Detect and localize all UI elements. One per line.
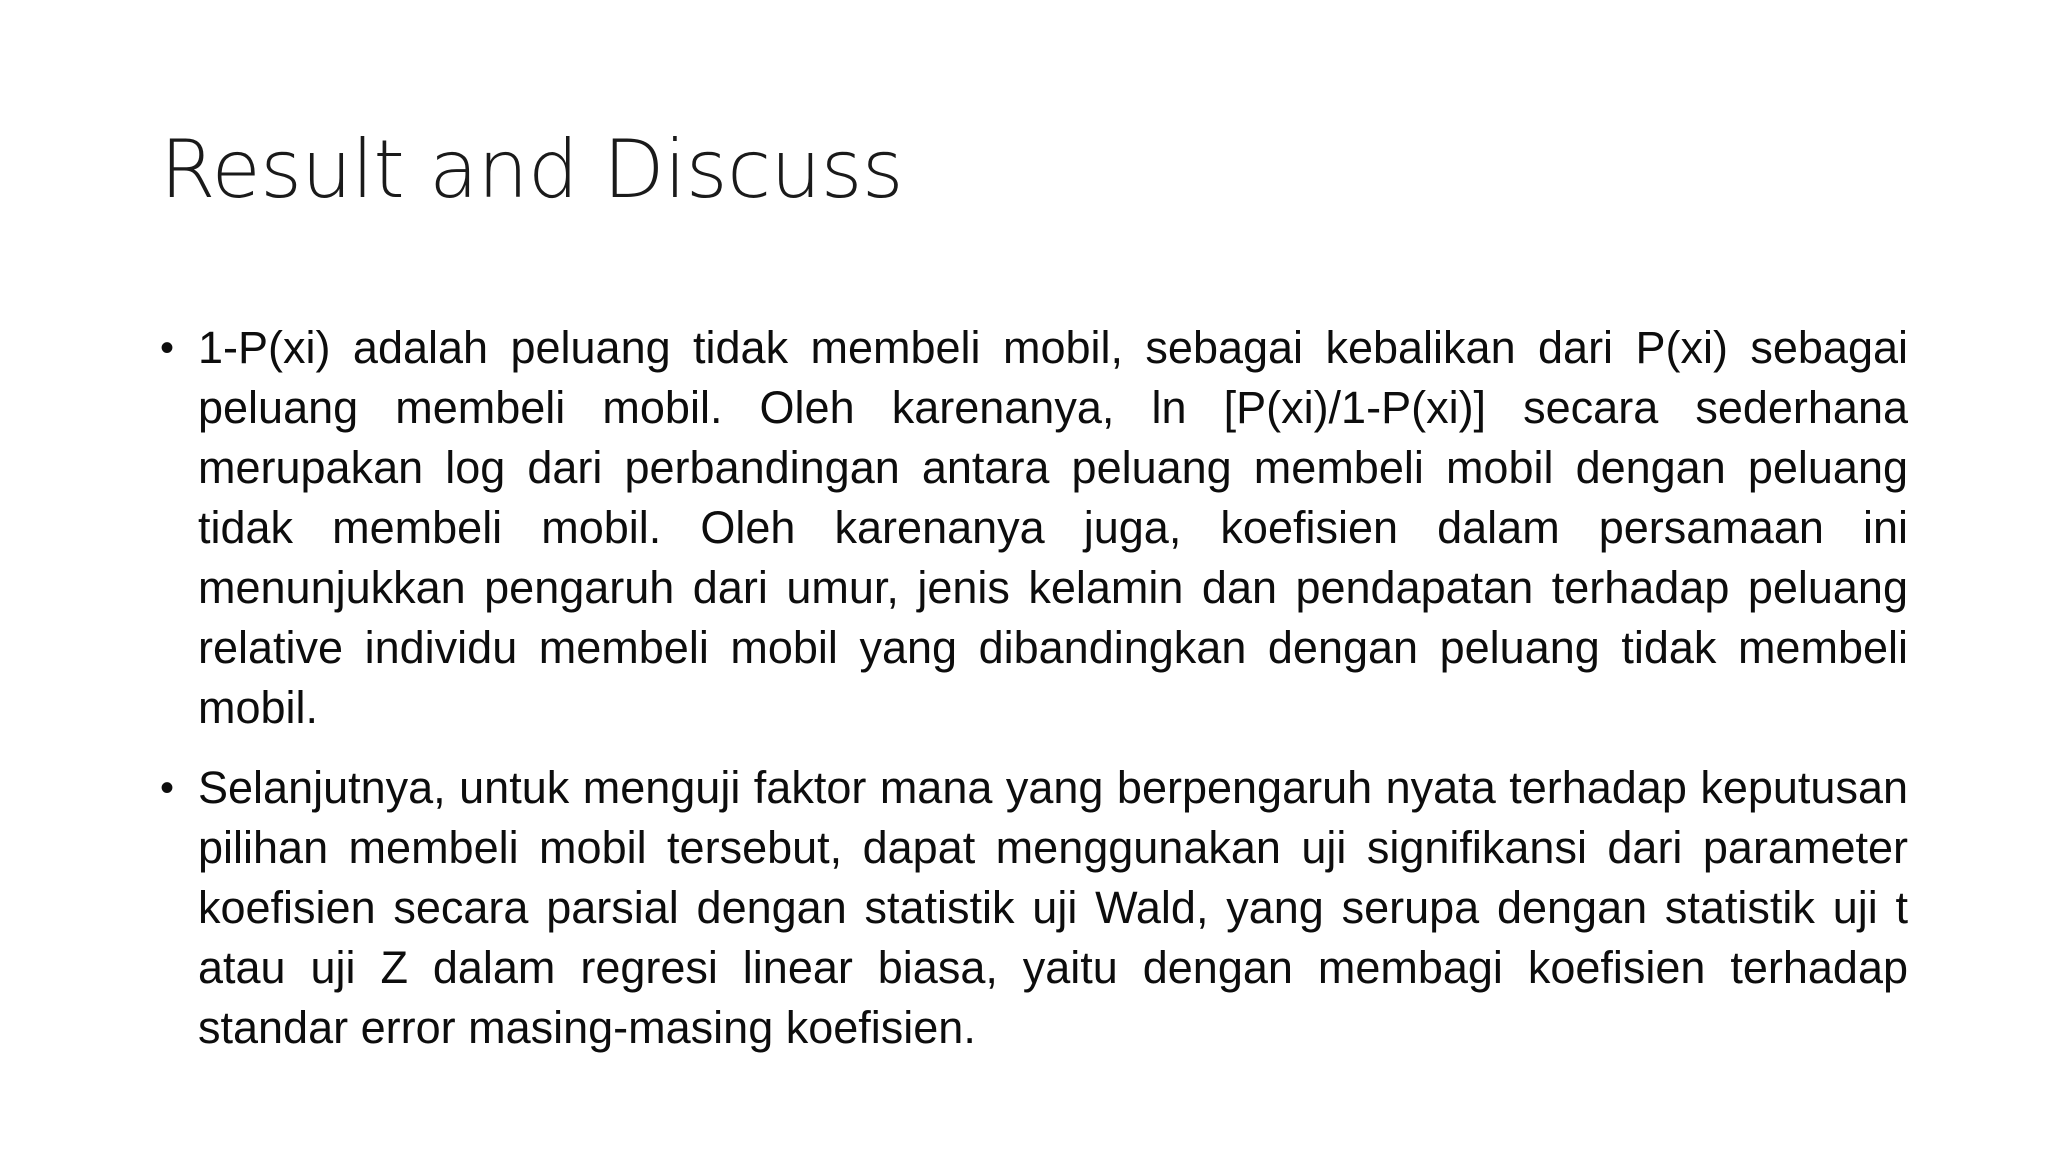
bullet-item — [160, 318, 1908, 738]
bullet-text: Selanjutnya, untuk menguji faktor mana yang berpengaruh nyata terhadap keputusan pilihan membeli mobil tersebut, dapat menggunakan uji signifikansi dari parameter koefisien secara parsial dengan statistik uji Wald, yang serupa dengan statistik uji t atau uji Z dalam regresi linear biasa, yaitu dengan membagi koefisien terhadap standar error masing-masing koefisien. — [198, 762, 1908, 1053]
bullet-item — [160, 758, 1908, 1058]
bullet-icon: • — [160, 766, 175, 810]
slide-title: Result and Discuss — [160, 123, 904, 216]
bullet-list — [160, 318, 1908, 1078]
bullet-text: 1-P(xi) adalah peluang tidak membeli mobil, sebagai kebalikan dari P(xi) sebagai peluang membeli mobil. Oleh karenanya, ln [P(xi)/1-P(xi)] secara sederhana merupakan log dari perbandingan antara peluang membeli mobil dengan peluang tidak membeli mobil. Oleh karenanya juga, koefisien dalam persamaan ini menunjukkan pengaruh dari umur, jenis kelamin dan pendapatan terhadap peluang relative individu membeli mobil yang dibandingkan dengan peluang tidak membeli mobil. — [198, 322, 1908, 733]
bullet-icon: • — [160, 326, 175, 370]
